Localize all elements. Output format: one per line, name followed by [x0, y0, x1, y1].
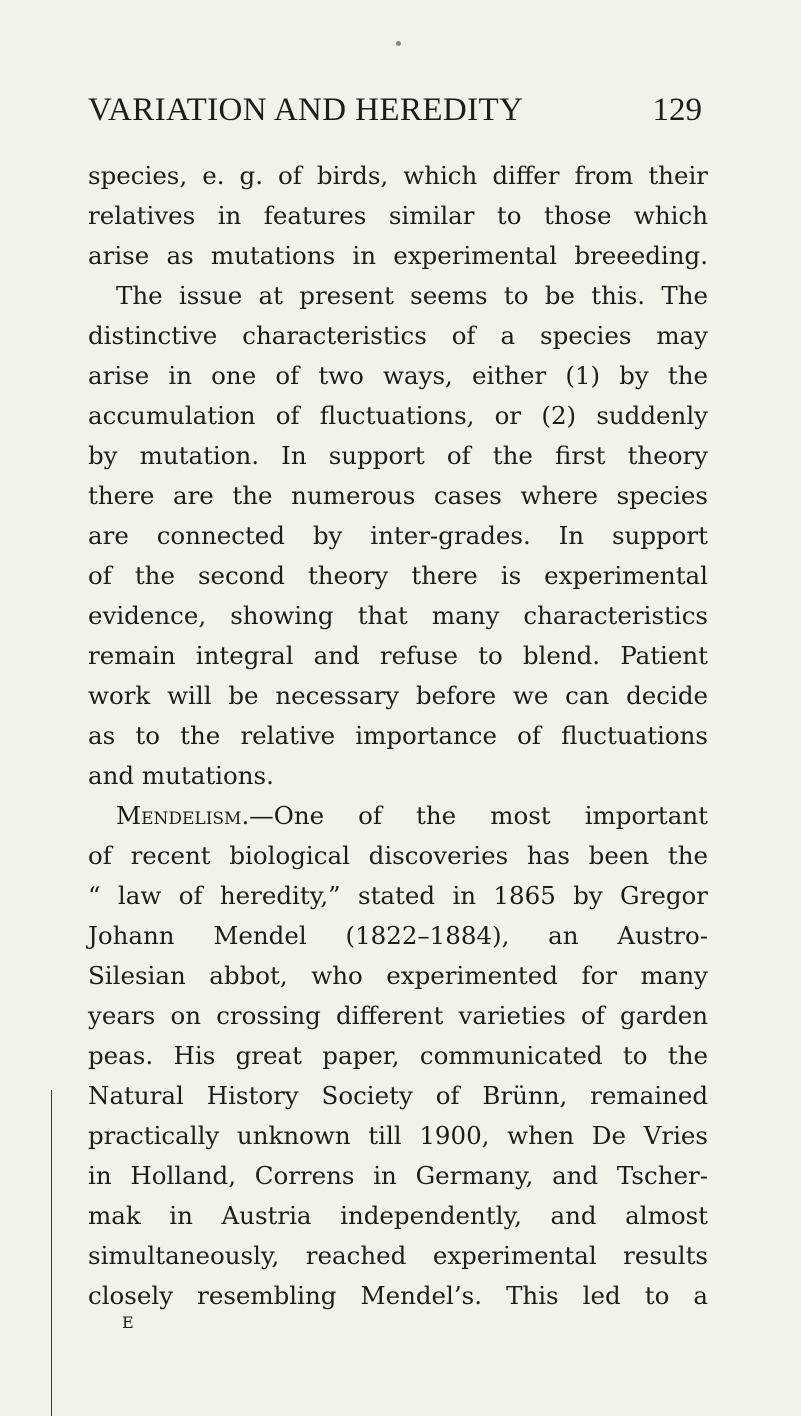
- text-line: and mutations.: [88, 761, 274, 790]
- text-line: Silesian abbot, who experimented for many: [88, 961, 708, 990]
- text-line: relatives in features similar to those which: [88, 201, 708, 230]
- text-line: Johann Mendel (1822–1884), an Austro-: [88, 921, 708, 950]
- body-text: [88, 156, 708, 1316]
- page-dot: [396, 41, 401, 46]
- text-line: evidence, showing that many characteristics: [88, 601, 708, 630]
- running-header: [88, 86, 702, 134]
- section-line-text: —One of the most important: [249, 801, 708, 830]
- margin-rule: [51, 1090, 52, 1416]
- text-line: years on crossing different varieties of garden: [88, 1001, 708, 1030]
- text-line: accumulation of fluctuations, or (2) suddenly: [88, 401, 708, 430]
- text-line: simultaneously, reached experimental results: [88, 1241, 708, 1270]
- page-number: 129: [652, 92, 702, 128]
- text-line: by mutation. In support of the first theory: [88, 441, 708, 470]
- text-line: of recent biological discoveries has been the: [88, 841, 708, 870]
- text-line: arise in one of two ways, either (1) by the: [88, 361, 708, 390]
- text-line: species, e. g. of birds, which differ from their: [88, 161, 708, 190]
- running-title: VARIATION AND HEREDITY: [88, 92, 524, 128]
- section-heading: Mendelism.: [116, 801, 250, 830]
- text-line: distinctive characteristics of a species may: [88, 321, 708, 350]
- text-line: practically unknown till 1900, when De Vries: [88, 1121, 708, 1150]
- text-line: Natural History Society of Brünn, remained: [88, 1081, 708, 1110]
- text-line: there are the numerous cases where species: [88, 481, 708, 510]
- text-line: “ law of heredity,” stated in 1865 by Gregor: [88, 881, 708, 910]
- text-line: peas. His great paper, communicated to the: [88, 1041, 708, 1070]
- text-line: arise as mutations in experimental breeeding.: [88, 241, 708, 270]
- signature-mark: E: [122, 1313, 134, 1332]
- text-line: of the second theory there is experimental: [88, 561, 708, 590]
- text-line: mak in Austria independently, and almost: [88, 1201, 708, 1230]
- text-line: remain integral and refuse to blend. Patient: [88, 641, 708, 670]
- text-line: are connected by inter-grades. In support: [88, 521, 708, 550]
- text-line: work will be necessary before we can decide: [88, 681, 708, 710]
- text-line: as to the relative importance of fluctuations: [88, 721, 708, 750]
- text-line: The issue at present seems to be this. The: [116, 281, 708, 310]
- text-line: closely resembling Mendel’s. This led to a: [88, 1281, 708, 1310]
- section-line: [88, 796, 708, 836]
- text-line: in Holland, Correns in Germany, and Tscher-: [88, 1161, 708, 1190]
